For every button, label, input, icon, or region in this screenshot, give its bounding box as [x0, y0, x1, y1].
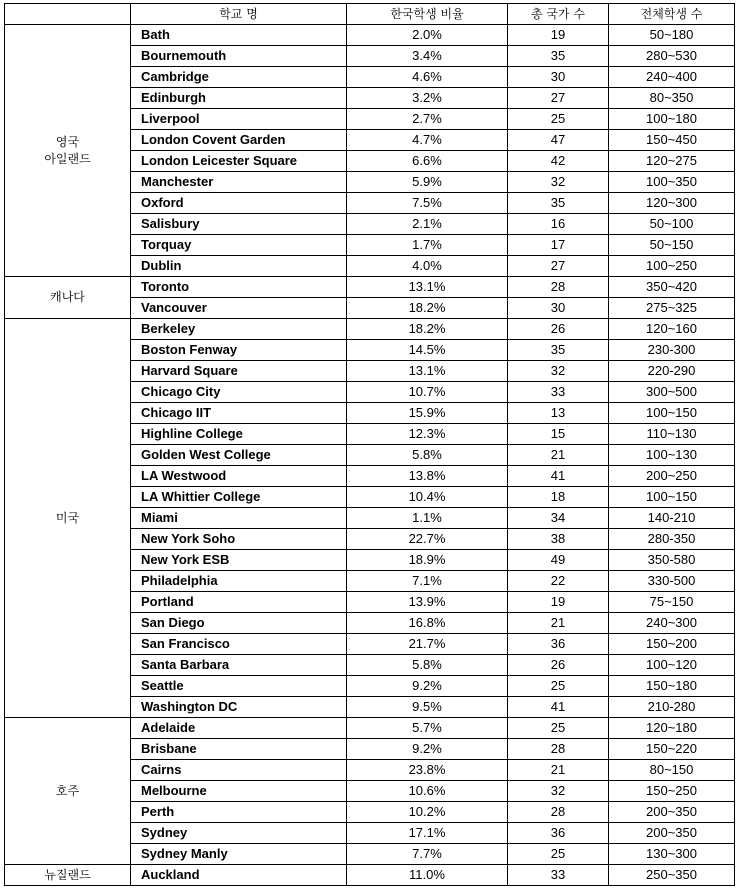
school-name-cell: Sydney [131, 823, 347, 844]
total-countries-cell: 16 [508, 214, 609, 235]
korean-ratio-cell: 16.8% [347, 613, 508, 634]
total-countries-cell: 21 [508, 760, 609, 781]
region-cell [5, 319, 131, 718]
korean-ratio-cell: 2.7% [347, 109, 508, 130]
total-countries-cell: 41 [508, 697, 609, 718]
school-name-cell: Berkeley [131, 319, 347, 340]
total-students-cell: 280-350 [609, 529, 735, 550]
total-countries-cell: 21 [508, 613, 609, 634]
school-name-cell: Chicago IIT [131, 403, 347, 424]
total-countries-cell: 36 [508, 634, 609, 655]
total-students-cell: 140-210 [609, 508, 735, 529]
korean-ratio-cell: 21.7% [347, 634, 508, 655]
total-countries-cell: 27 [508, 88, 609, 109]
region-cell [5, 865, 131, 886]
total-countries-cell: 25 [508, 109, 609, 130]
table-body [5, 25, 735, 886]
korean-ratio-cell: 7.5% [347, 193, 508, 214]
korean-ratio-cell: 7.1% [347, 571, 508, 592]
school-name-cell: LA Westwood [131, 466, 347, 487]
total-countries-cell: 30 [508, 67, 609, 88]
total-students-cell: 250~350 [609, 865, 735, 886]
school-name-cell: Chicago City [131, 382, 347, 403]
korean-ratio-cell: 15.9% [347, 403, 508, 424]
school-name-cell: London Leicester Square [131, 151, 347, 172]
total-students-cell: 240~300 [609, 613, 735, 634]
korean-ratio-cell: 13.9% [347, 592, 508, 613]
total-students-cell: 230-300 [609, 340, 735, 361]
school-name-cell: Seattle [131, 676, 347, 697]
total-students-cell: 100~180 [609, 109, 735, 130]
school-name-cell: Washington DC [131, 697, 347, 718]
total-countries-cell: 13 [508, 403, 609, 424]
school-name-cell: Boston Fenway [131, 340, 347, 361]
total-students-cell: 200~350 [609, 802, 735, 823]
total-students-cell: 100~150 [609, 487, 735, 508]
korean-ratio-cell: 14.5% [347, 340, 508, 361]
korean-ratio-cell: 1.7% [347, 235, 508, 256]
total-countries-cell: 32 [508, 172, 609, 193]
total-countries-cell: 21 [508, 445, 609, 466]
korean-ratio-cell: 12.3% [347, 424, 508, 445]
header-total-students: 전체학생 수 [609, 4, 735, 25]
korean-ratio-cell: 10.7% [347, 382, 508, 403]
total-countries-cell: 32 [508, 361, 609, 382]
total-students-cell: 200~350 [609, 823, 735, 844]
total-countries-cell: 27 [508, 256, 609, 277]
school-name-cell: Portland [131, 592, 347, 613]
school-name-cell: Brisbane [131, 739, 347, 760]
school-name-cell: Bath [131, 25, 347, 46]
korean-ratio-cell: 5.8% [347, 655, 508, 676]
header-korean-ratio: 한국학생 비율 [347, 4, 508, 25]
total-students-cell: 330-500 [609, 571, 735, 592]
school-name-cell: Cairns [131, 760, 347, 781]
korean-ratio-cell: 2.1% [347, 214, 508, 235]
school-name-cell: Salisbury [131, 214, 347, 235]
region-label: 영국 [55, 134, 80, 149]
total-students-cell: 150~250 [609, 781, 735, 802]
total-countries-cell: 41 [508, 466, 609, 487]
total-students-cell: 80~150 [609, 760, 735, 781]
school-name-cell: Torquay [131, 235, 347, 256]
region-label: 뉴질랜드 [44, 867, 91, 882]
school-name-cell: Highline College [131, 424, 347, 445]
total-countries-cell: 49 [508, 550, 609, 571]
total-countries-cell: 26 [508, 319, 609, 340]
korean-ratio-cell: 3.4% [347, 46, 508, 67]
korean-ratio-cell: 6.6% [347, 151, 508, 172]
total-students-cell: 275~325 [609, 298, 735, 319]
total-students-cell: 120~275 [609, 151, 735, 172]
total-students-cell: 300~500 [609, 382, 735, 403]
total-countries-cell: 19 [508, 25, 609, 46]
school-name-cell: Santa Barbara [131, 655, 347, 676]
region-cell [5, 718, 131, 865]
total-students-cell: 240~400 [609, 67, 735, 88]
total-countries-cell: 35 [508, 340, 609, 361]
total-students-cell: 110~130 [609, 424, 735, 445]
total-countries-cell: 19 [508, 592, 609, 613]
total-students-cell: 80~350 [609, 88, 735, 109]
school-name-cell: Edinburgh [131, 88, 347, 109]
table-row [5, 25, 735, 46]
total-students-cell: 350~420 [609, 277, 735, 298]
total-students-cell: 150~180 [609, 676, 735, 697]
table-row [5, 718, 735, 739]
korean-ratio-cell: 7.7% [347, 844, 508, 865]
region-label: 캐나다 [50, 290, 85, 304]
korean-ratio-cell: 10.4% [347, 487, 508, 508]
total-students-cell: 50~150 [609, 235, 735, 256]
total-students-cell: 100~150 [609, 403, 735, 424]
total-students-cell: 130~300 [609, 844, 735, 865]
total-countries-cell: 35 [508, 46, 609, 67]
korean-ratio-cell: 9.2% [347, 676, 508, 697]
total-countries-cell: 30 [508, 298, 609, 319]
korean-ratio-cell: 13.1% [347, 361, 508, 382]
total-countries-cell: 28 [508, 739, 609, 760]
korean-ratio-cell: 4.0% [347, 256, 508, 277]
header-region [5, 4, 131, 25]
total-countries-cell: 25 [508, 718, 609, 739]
header-school-name: 학교 명 [131, 4, 347, 25]
korean-ratio-cell: 17.1% [347, 823, 508, 844]
korean-ratio-cell: 3.2% [347, 88, 508, 109]
total-countries-cell: 32 [508, 781, 609, 802]
korean-ratio-cell: 22.7% [347, 529, 508, 550]
total-students-cell: 350-580 [609, 550, 735, 571]
region-cell [5, 277, 131, 319]
korean-ratio-cell: 18.2% [347, 319, 508, 340]
total-countries-cell: 42 [508, 151, 609, 172]
total-students-cell: 200~250 [609, 466, 735, 487]
school-table [4, 3, 735, 886]
school-name-cell: Miami [131, 508, 347, 529]
total-countries-cell: 18 [508, 487, 609, 508]
korean-ratio-cell: 18.9% [347, 550, 508, 571]
school-name-cell: Sydney Manly [131, 844, 347, 865]
korean-ratio-cell: 4.6% [347, 67, 508, 88]
total-students-cell: 75~150 [609, 592, 735, 613]
region-cell [5, 25, 131, 277]
region-label: 아일랜드 [44, 151, 91, 166]
korean-ratio-cell: 9.2% [347, 739, 508, 760]
school-name-cell: Vancouver [131, 298, 347, 319]
school-name-cell: San Diego [131, 613, 347, 634]
school-name-cell: Toronto [131, 277, 347, 298]
total-countries-cell: 47 [508, 130, 609, 151]
table-row [5, 865, 735, 886]
school-name-cell: Melbourne [131, 781, 347, 802]
korean-ratio-cell: 5.9% [347, 172, 508, 193]
total-countries-cell: 26 [508, 655, 609, 676]
school-name-cell: Auckland [131, 865, 347, 886]
region-label: 호주 [55, 783, 80, 798]
total-countries-cell: 38 [508, 529, 609, 550]
school-name-cell: New York ESB [131, 550, 347, 571]
korean-ratio-cell: 11.0% [347, 865, 508, 886]
school-name-cell: New York Soho [131, 529, 347, 550]
total-students-cell: 50~100 [609, 214, 735, 235]
total-students-cell: 100~120 [609, 655, 735, 676]
korean-ratio-cell: 10.6% [347, 781, 508, 802]
school-name-cell: Philadelphia [131, 571, 347, 592]
korean-ratio-cell: 18.2% [347, 298, 508, 319]
total-countries-cell: 33 [508, 382, 609, 403]
total-countries-cell: 15 [508, 424, 609, 445]
korean-ratio-cell: 10.2% [347, 802, 508, 823]
table-row [5, 277, 735, 298]
korean-ratio-cell: 13.8% [347, 466, 508, 487]
total-countries-cell: 22 [508, 571, 609, 592]
total-students-cell: 100~250 [609, 256, 735, 277]
school-name-cell: Cambridge [131, 67, 347, 88]
total-countries-cell: 17 [508, 235, 609, 256]
total-countries-cell: 33 [508, 865, 609, 886]
total-students-cell: 280~530 [609, 46, 735, 67]
total-students-cell: 150~200 [609, 634, 735, 655]
total-countries-cell: 28 [508, 802, 609, 823]
table-row [5, 319, 735, 340]
region-label: 미국 [55, 510, 80, 525]
total-countries-cell: 35 [508, 193, 609, 214]
total-students-cell: 120~160 [609, 319, 735, 340]
school-name-cell: Liverpool [131, 109, 347, 130]
total-countries-cell: 36 [508, 823, 609, 844]
school-name-cell: Harvard Square [131, 361, 347, 382]
school-name-cell: Golden West College [131, 445, 347, 466]
total-students-cell: 210-280 [609, 697, 735, 718]
korean-ratio-cell: 4.7% [347, 130, 508, 151]
school-name-cell: LA Whittier College [131, 487, 347, 508]
total-countries-cell: 34 [508, 508, 609, 529]
korean-ratio-cell: 9.5% [347, 697, 508, 718]
school-name-cell: Adelaide [131, 718, 347, 739]
school-name-cell: Bournemouth [131, 46, 347, 67]
header-row [5, 4, 735, 25]
total-countries-cell: 25 [508, 676, 609, 697]
total-students-cell: 220-290 [609, 361, 735, 382]
total-students-cell: 50~180 [609, 25, 735, 46]
school-name-cell: Oxford [131, 193, 347, 214]
total-students-cell: 100~130 [609, 445, 735, 466]
total-students-cell: 100~350 [609, 172, 735, 193]
total-students-cell: 150~220 [609, 739, 735, 760]
school-name-cell: San Francisco [131, 634, 347, 655]
korean-ratio-cell: 13.1% [347, 277, 508, 298]
total-students-cell: 120~300 [609, 193, 735, 214]
total-countries-cell: 25 [508, 844, 609, 865]
header-total-countries: 총 국가 수 [508, 4, 609, 25]
korean-ratio-cell: 23.8% [347, 760, 508, 781]
korean-ratio-cell: 5.8% [347, 445, 508, 466]
total-students-cell: 120~180 [609, 718, 735, 739]
korean-ratio-cell: 1.1% [347, 508, 508, 529]
korean-ratio-cell: 2.0% [347, 25, 508, 46]
total-students-cell: 150~450 [609, 130, 735, 151]
total-countries-cell: 28 [508, 277, 609, 298]
school-name-cell: Perth [131, 802, 347, 823]
school-name-cell: London Covent Garden [131, 130, 347, 151]
school-name-cell: Dublin [131, 256, 347, 277]
korean-ratio-cell: 5.7% [347, 718, 508, 739]
school-name-cell: Manchester [131, 172, 347, 193]
